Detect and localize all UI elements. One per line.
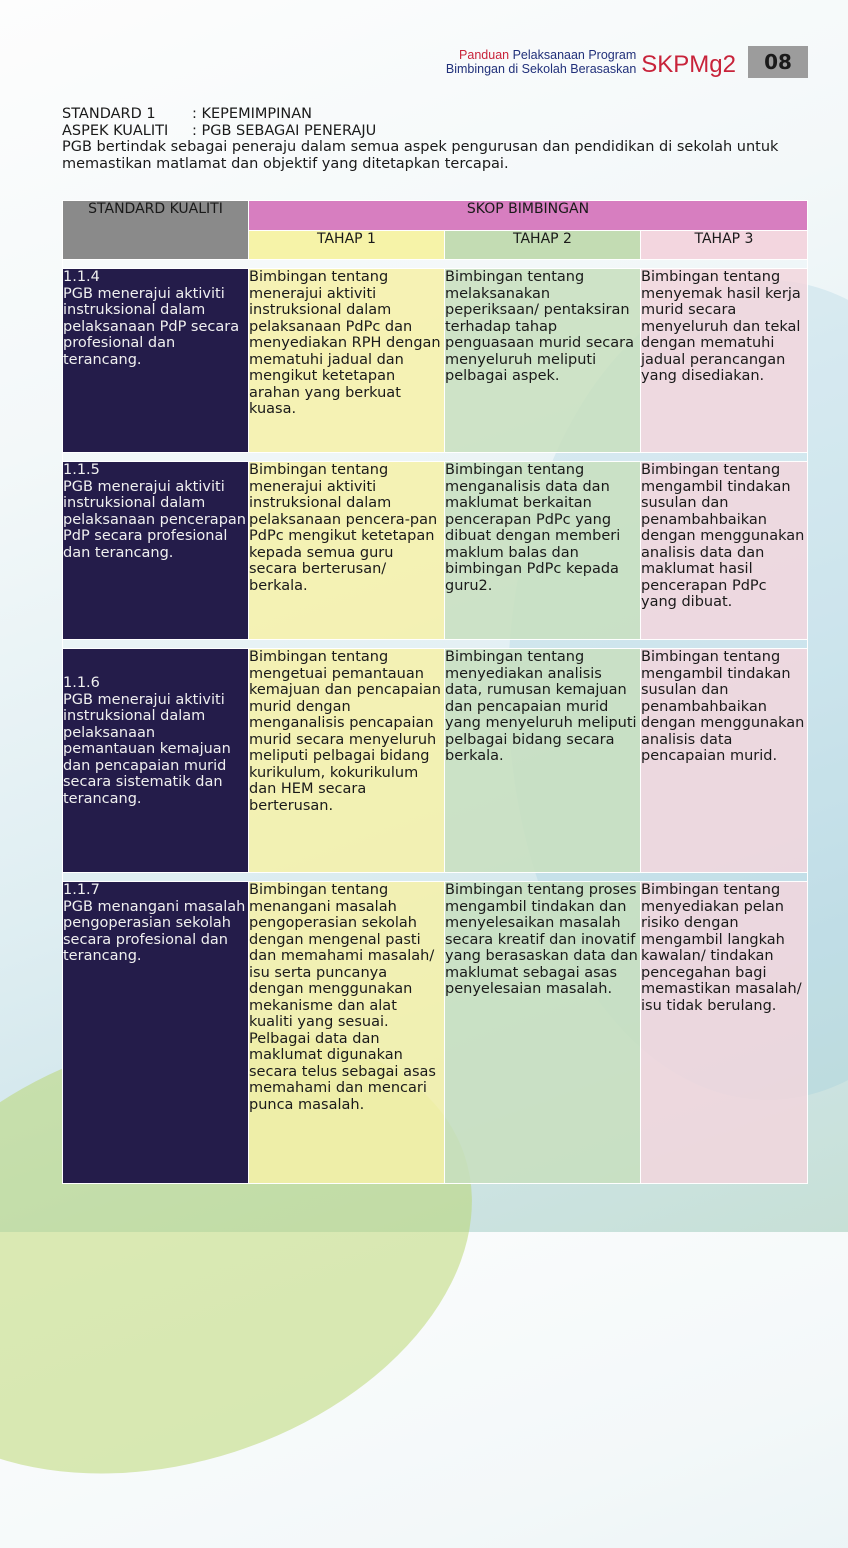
tahap-2-cell: Bimbingan tentang menyediakan analisis data, rumusan kemajuan dan pencapaian murid yang menyeluruh meliputi pelbagai bidang secara berkala. bbox=[445, 649, 641, 873]
tahap-1-cell: Bimbingan tentang mengetuai pemantauan kemajuan dan pencapaian murid dengan menganalisis pencapaian murid secara menyeluruh meliputi pelbagai bidang kurikulum, kokurikulum dan HEM secara berterusan. bbox=[249, 649, 445, 873]
intro-description: PGB bertindak sebagai peneraju dalam semua aspek pengurusan dan pendidikan di sekolah untuk memastikan matlamat dan objektif yang ditetapkan tercapai. bbox=[62, 139, 779, 172]
table-row bbox=[63, 269, 808, 453]
guidance-table bbox=[62, 200, 808, 1184]
table-row bbox=[63, 649, 808, 873]
tahap-1-cell: Bimbingan tentang menangani masalah pengoperasian sekolah dengan mengenal pasti dan memahami masalah/ isu serta puncanya dengan menggunakan mekanisme dan alat kualiti yang sesuai. Pelbagai data dan maklumat digunakan secara telus sebagai asas memahami dan mencari punca masalah. bbox=[249, 882, 445, 1184]
tahap-2-cell: Bimbingan tentang melaksanakan peperiksaan/ pentaksiran terhadap tahap penguasaan murid secara menyeluruh meliputi pelbagai aspek. bbox=[445, 269, 641, 453]
header-standard-kualiti: STANDARD KUALITI bbox=[63, 201, 249, 260]
header-title: Panduan Pelaksanaan Program Bimbingan di Sekolah Berasaskan bbox=[445, 48, 637, 76]
tahap-1-cell: Bimbingan tentang menerajui aktiviti instruksional dalam pelaksanaan pencera-pan PdPc mengikut ketetapan kepada semua guru secara berterusan/ berkala. bbox=[249, 462, 445, 640]
tahap-3-cell: Bimbingan tentang mengambil tindakan susulan dan penambahbaikan dengan menggunakan analisis data dan maklumat hasil pencerapan PdPc yang dibuat. bbox=[641, 462, 808, 640]
standard-value: : KEPEMIMPINAN bbox=[192, 106, 313, 122]
standard-cell: 1.1.7 PGB menangani masalah pengoperasian sekolah secara profesional dan terancang. bbox=[63, 882, 249, 1184]
tahap-2-cell: Bimbingan tentang menganalisis data dan maklumat berkaitan pencerapan PdPc yang dibuat dengan memberi maklum balas dan bimbingan PdPc kepada guru2. bbox=[445, 462, 641, 640]
aspek-label: ASPEK KUALITI bbox=[62, 122, 169, 139]
tahap-2-cell: Bimbingan tentang proses mengambil tindakan dan menyelesaikan masalah secara kreatif dan inovatif yang berasaskan data dan maklumat sebagai asas penyelesaian masalah. bbox=[445, 882, 641, 1184]
header-skop-bimbingan: SKOP BIMBINGAN bbox=[249, 201, 808, 231]
page-header bbox=[446, 44, 808, 80]
standard-cell: 1.1.6 PGB menerajui aktiviti instruksional dalam pelaksanaan pemantauan kemajuan dan pencapaian murid secara sistematik dan terancang. bbox=[63, 649, 249, 873]
table-row bbox=[63, 882, 808, 1184]
header-tahap-2: TAHAP 2 bbox=[445, 230, 641, 260]
tahap-3-cell: Bimbingan tentang menyediakan pelan risiko dengan mengambil langkah kawalan/ tindakan pencegahan bagi memastikan masalah/ isu tidak berulang. bbox=[641, 882, 808, 1184]
tahap-1-cell: Bimbingan tentang menerajui aktiviti instruksional dalam pelaksanaan PdPc dan menyediakan RPH dengan mematuhi jadual dan mengikut ketetapan arahan yang berkuat kuasa. bbox=[249, 269, 445, 453]
standard-label: STANDARD 1 bbox=[62, 106, 156, 122]
header-tahap-3: TAHAP 3 bbox=[641, 230, 808, 260]
header-brand: SKPMg2 bbox=[641, 51, 736, 78]
table-row bbox=[63, 462, 808, 640]
page-number: 08 bbox=[748, 46, 808, 78]
aspek-value: : PGB SEBAGAI PENERAJU bbox=[192, 122, 377, 139]
standard-cell: 1.1.4 PGB menerajui aktiviti instruksional dalam pelaksanaan PdP secara profesional dan terancang. bbox=[63, 269, 249, 453]
standard-cell: 1.1.5 PGB menerajui aktiviti instruksional dalam pelaksanaan pencerapan PdP secara profesional dan terancang. bbox=[63, 462, 249, 640]
header-tahap-1: TAHAP 1 bbox=[249, 230, 445, 260]
intro-section bbox=[62, 106, 822, 172]
tahap-3-cell: Bimbingan tentang mengambil tindakan susulan dan penambahbaikan dengan menggunakan analisis data pencapaian murid. bbox=[641, 649, 808, 873]
tahap-3-cell: Bimbingan tentang menyemak hasil kerja murid secara menyeluruh dan tekal dengan mematuhi jadual perancangan yang disediakan. bbox=[641, 269, 808, 453]
